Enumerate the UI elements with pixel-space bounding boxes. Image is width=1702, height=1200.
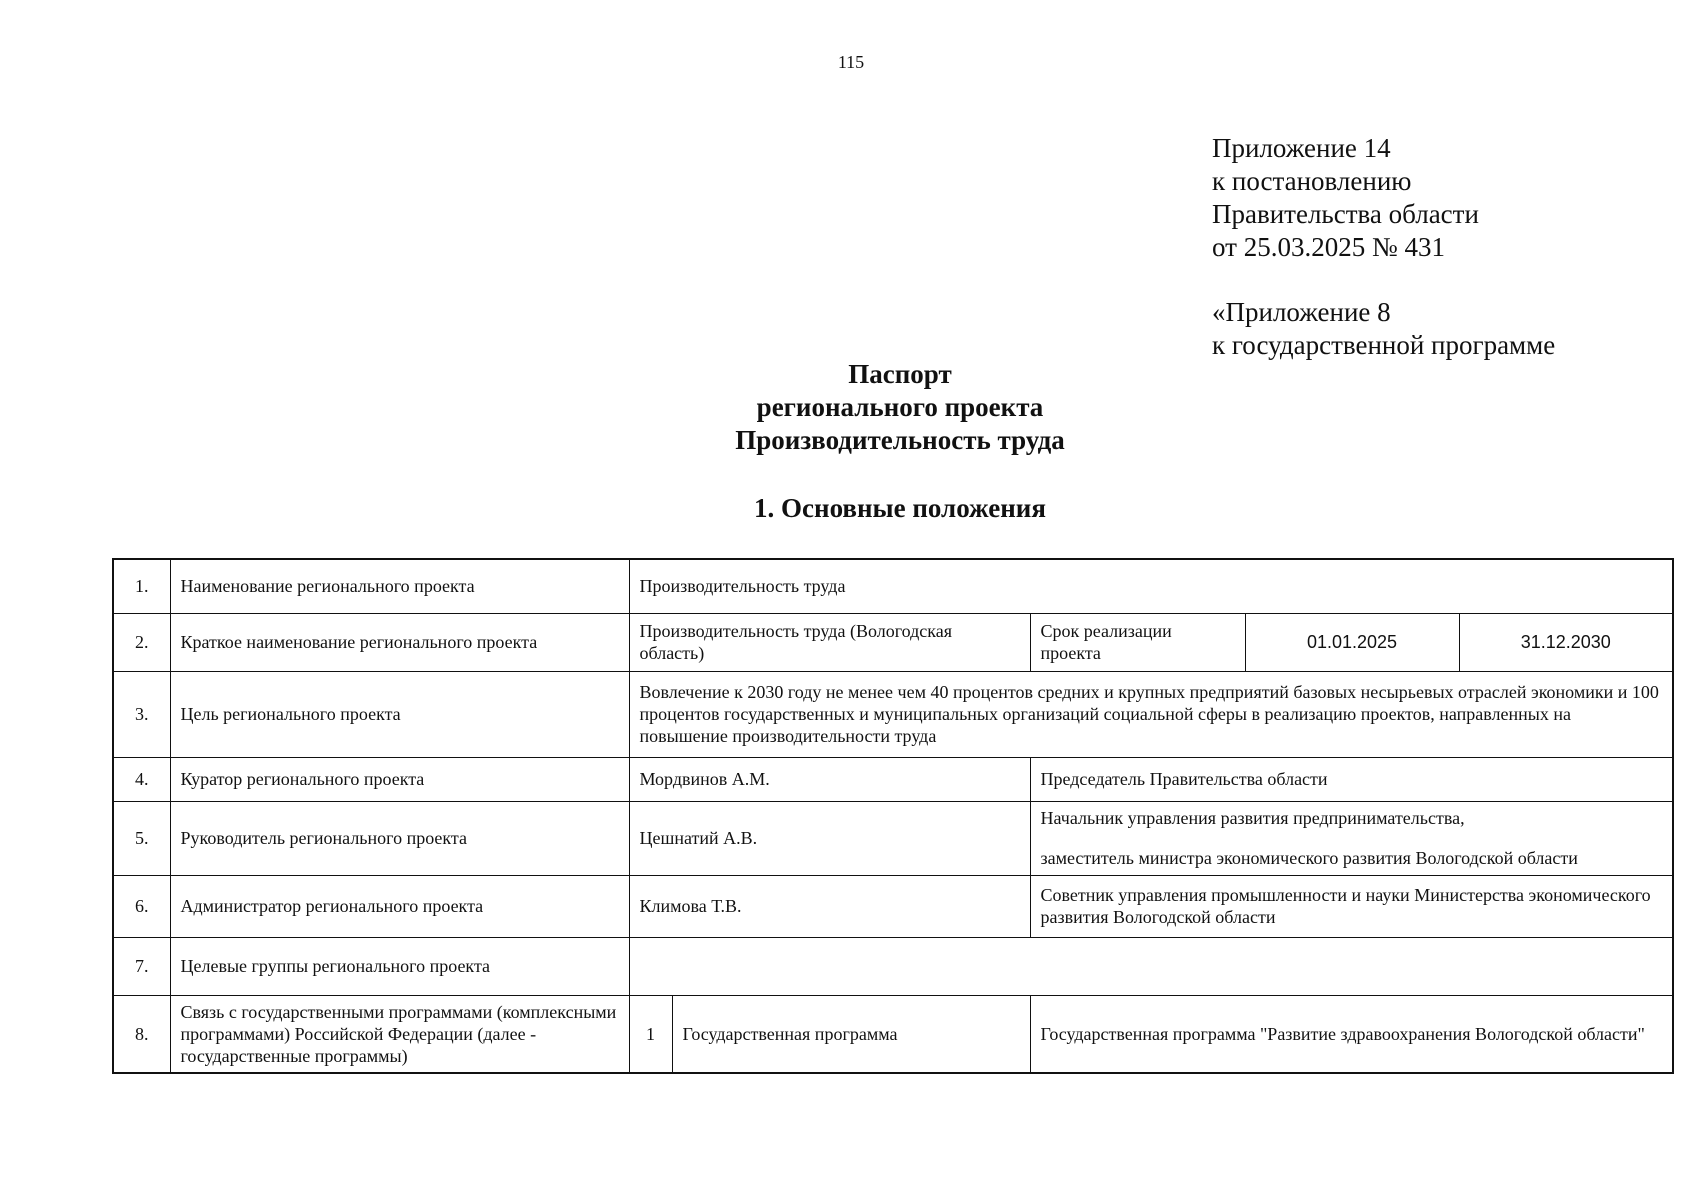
row-label: Цель регионального проекта [170,671,629,757]
row-number: 4. [113,757,170,801]
row-label: Краткое наименование регионального проекта [170,613,629,671]
appendix-inner-line: к государственной программе [1212,330,1556,360]
row-label: Наименование регионального проекта [170,559,629,613]
person-name: Цешнатий А.В. [629,801,1030,875]
table-row [113,937,1673,995]
table-row [113,875,1673,937]
person-name: Мордвинов А.М. [629,757,1030,801]
person-position: Советник управления промышленности и науки Министерства экономического развития Вологодской области [1030,875,1673,937]
end-date: 31.12.2030 [1459,613,1673,671]
table-row [113,995,1673,1073]
appendix-inner-line: «Приложение 8 [1212,297,1391,327]
row-label: Руководитель регионального проекта [170,801,629,875]
row-label: Целевые группы регионального проекта [170,937,629,995]
row-number: 7. [113,937,170,995]
appendix-header [1212,132,1479,264]
person-position [1030,801,1673,875]
person-name: Климова Т.В. [629,875,1030,937]
document-title [0,358,1702,457]
row-number: 6. [113,875,170,937]
appendix-inner-header [1212,296,1555,362]
table-row [113,613,1673,671]
row-number: 2. [113,613,170,671]
start-date: 01.01.2025 [1245,613,1459,671]
row-value: Производительность труда (Вологодская область) [629,613,1030,671]
title-line: Производительность труда [735,425,1065,455]
appendix-line: Правительства области [1212,199,1479,229]
row-label: Связь с государственными программами (комплексными программами) Российской Федерации (далее - государственные программы) [170,995,629,1073]
table-row [113,559,1673,613]
appendix-line: от 25.03.2025 № 431 [1212,232,1445,262]
page-number: 115 [837,52,865,72]
row-label: Куратор регионального проекта [170,757,629,801]
passport-table [112,558,1674,1074]
title-line: регионального проекта [756,392,1044,422]
row-number: 8. [113,995,170,1073]
appendix-line: Приложение 14 [1212,133,1391,163]
position-line: заместитель министра экономического развития Вологодской области [1040,848,1578,868]
row-value: Производительность труда [629,559,1673,613]
sub-number: 1 [629,995,672,1073]
table-row [113,801,1673,875]
appendix-line: к постановлению [1212,166,1412,196]
row-value: Государственная программа "Развитие здравоохранения Вологодской области" [1030,995,1673,1073]
term-label: Срок реализации проекта [1030,613,1245,671]
row-number: 3. [113,671,170,757]
position-line: Начальник управления развития предпринимательства, [1040,808,1465,828]
person-position: Председатель Правительства области [1030,757,1673,801]
section-heading: 1. Основные положения [754,493,1046,523]
row-value [629,937,1673,995]
row-value: Вовлечение к 2030 году не менее чем 40 процентов средних и крупных предприятий базовых несырьевых отраслей экономики и 100 процентов государственных и муниципальных организаций социальной сферы в реализацию проектов, направленных на повышение производительности труда [629,671,1673,757]
row-number: 5. [113,801,170,875]
title-line: Паспорт [848,359,952,389]
table-row [113,757,1673,801]
row-number: 1. [113,559,170,613]
table-row [113,671,1673,757]
sub-label: Государственная программа [672,995,1030,1073]
row-label: Администратор регионального проекта [170,875,629,937]
